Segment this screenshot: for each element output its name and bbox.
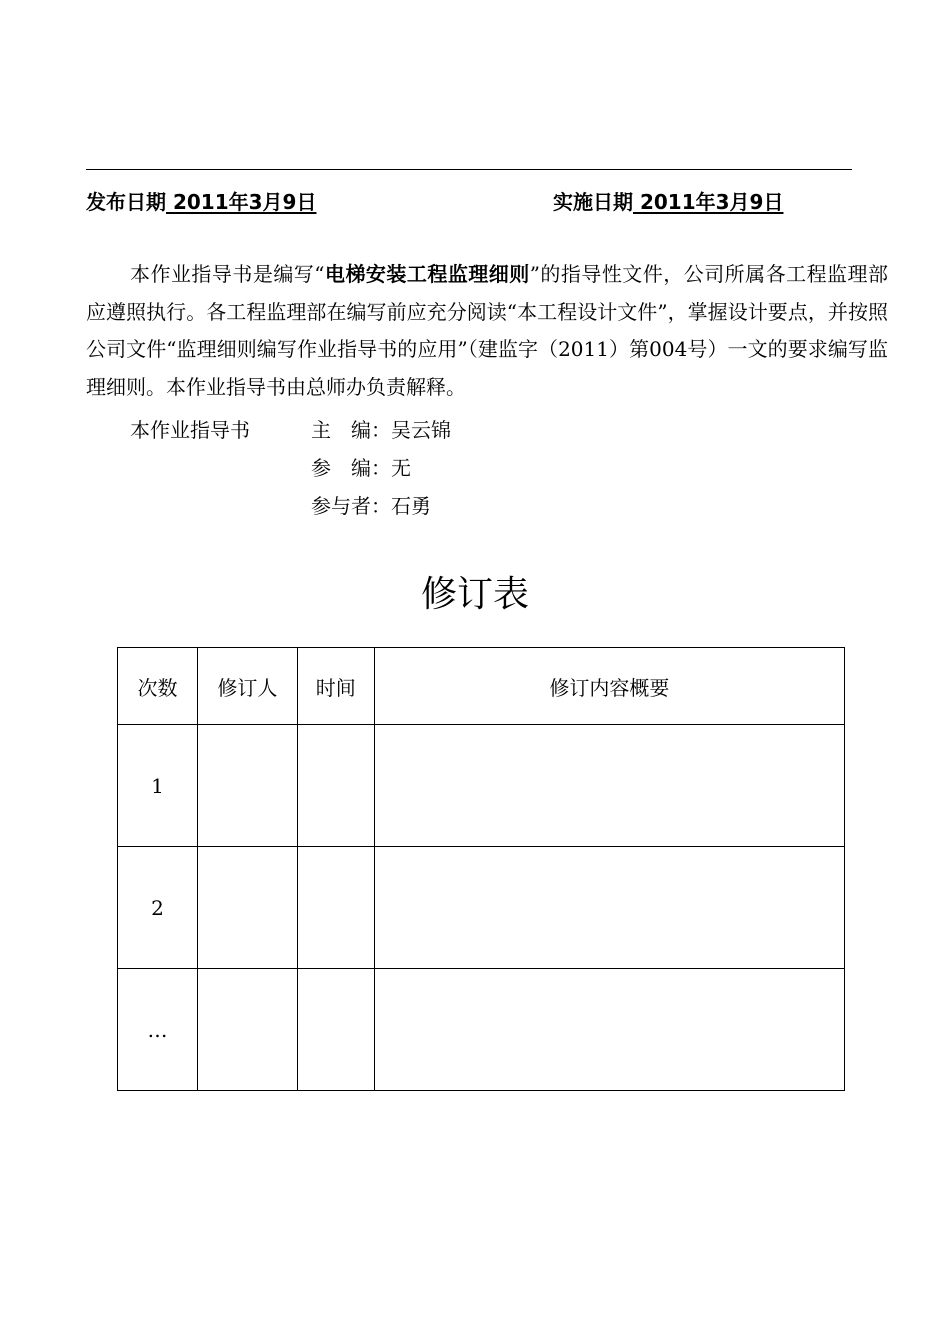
intro-bold-title: 电梯安装工程监理细则	[324, 262, 530, 286]
publish-date-value: 2011年3月9日	[166, 190, 317, 214]
revision-table	[117, 647, 845, 1091]
revision-table-title: 修订表	[420, 574, 529, 615]
header-count: 次数	[118, 648, 198, 725]
reviser-cell	[197, 847, 297, 969]
book-label: 本作业指导书	[130, 418, 250, 442]
publish-date-label: 发布日期	[86, 190, 166, 214]
chief-editor: 主 编：吴云锦	[311, 418, 451, 442]
row-number: …	[118, 969, 198, 1091]
implement-date-label: 实施日期	[553, 190, 633, 214]
time-cell	[297, 969, 374, 1091]
header-rule	[86, 169, 852, 170]
implement-date-line	[553, 186, 783, 215]
co-editor: 参 编：无	[311, 456, 411, 480]
header-summary: 修订内容概要	[374, 648, 844, 725]
table-row	[118, 969, 845, 1091]
summary-cell	[374, 725, 844, 847]
header-reviser: 修订人	[197, 648, 297, 725]
participant: 参与者：石勇	[311, 494, 431, 518]
time-cell	[297, 847, 374, 969]
intro-text-1: 本作业指导书是编写“	[130, 262, 325, 286]
row-number: 2	[118, 847, 198, 969]
header-time: 时间	[297, 648, 374, 725]
implement-date-value: 2011年3月9日	[633, 190, 784, 214]
reviser-cell	[197, 969, 297, 1091]
table-header-row	[118, 648, 845, 725]
row-number: 1	[118, 725, 198, 847]
summary-cell	[374, 969, 844, 1091]
intro-text-2: ”的指导性文件，公司所属各工程监理部应遵照执行。各工程监理部在编写前应充分阅读“本工程设计文件”，掌握设计要点，并按照公司文件“监理细则编写作业指导书的应用”（建监字（2011）第004号）一文的要求编写监理细则。本作业指导书由总师办负责解释。	[86, 262, 888, 399]
time-cell	[297, 725, 374, 847]
summary-cell	[374, 847, 844, 969]
intro-paragraph	[86, 256, 888, 406]
reviser-cell	[197, 725, 297, 847]
publish-date-line	[86, 186, 316, 215]
table-row	[118, 725, 845, 847]
table-row	[118, 847, 845, 969]
